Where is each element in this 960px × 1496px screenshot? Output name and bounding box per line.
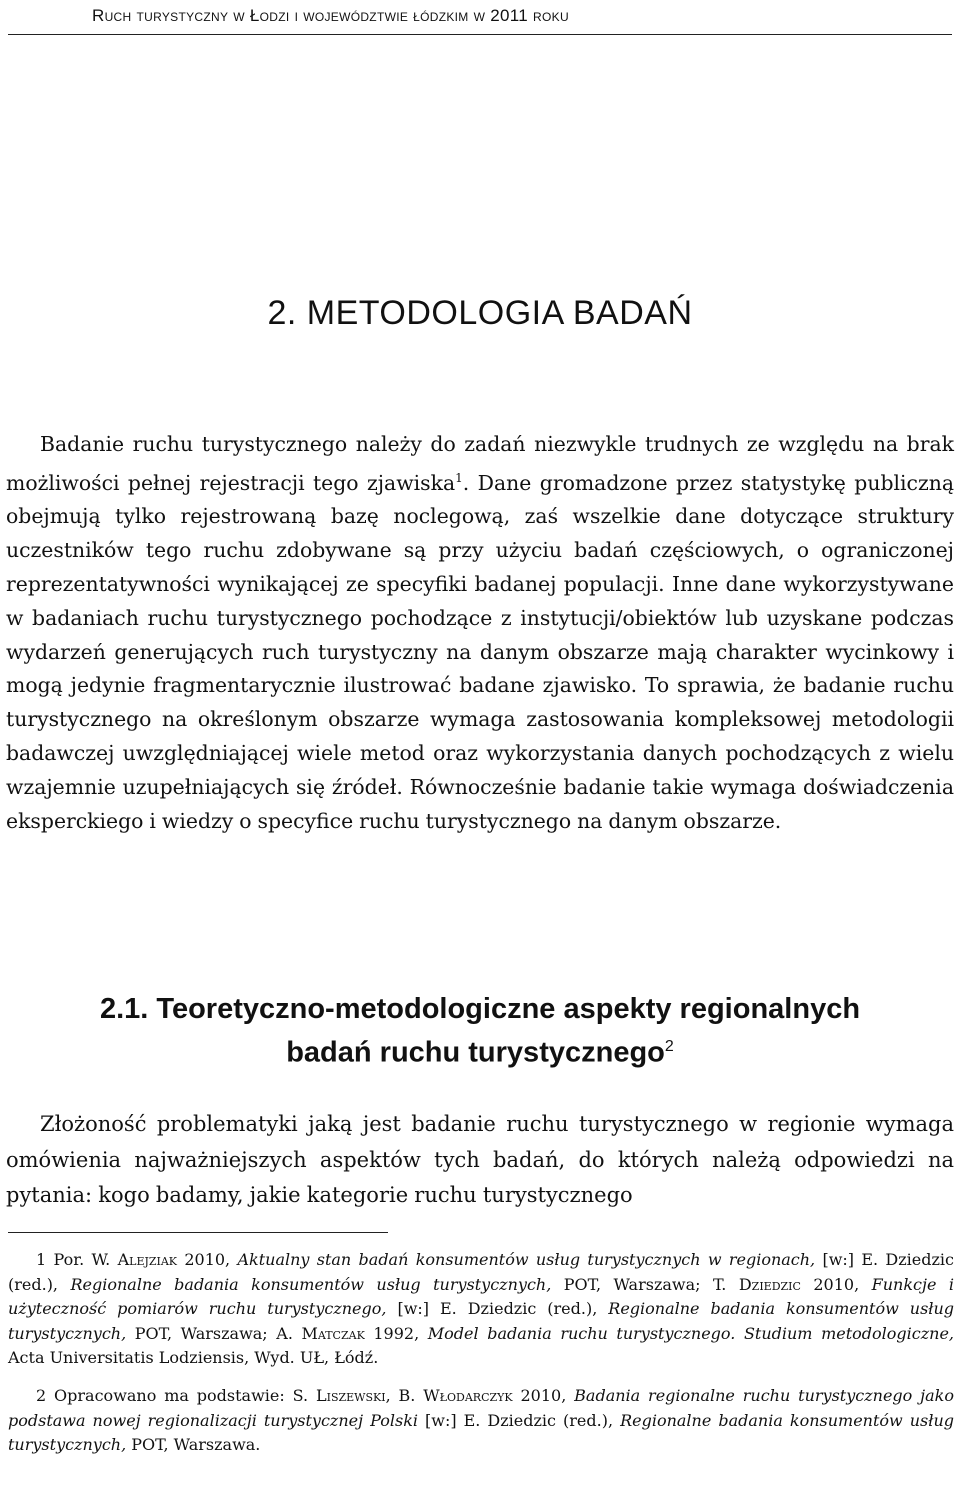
- footnote-work-title: Regionalne badania konsumentów usług turystycznych,: [70, 1274, 552, 1294]
- footnote-work-title: Regionalne badania konsumentów usług turystycznych,: [8, 1410, 954, 1454]
- footnote-text: [w:] E. Dziedzic (red.),: [386, 1299, 609, 1318]
- subsection-title-line-2-wrap: [0, 1028, 960, 1072]
- footnote-text: POT, Warszawa.: [126, 1435, 261, 1454]
- footnote-ref-2[interactable]: 2: [664, 1038, 674, 1055]
- paragraph-1-part-b: . Dane gromadzone przez statystykę publiczną obejmują tylko rejestrowaną bazę noclegową, zaś wszelkie dane dotyczące struktury uczestników tego ruchu zdobywane są przy użyciu badań częściowych, o ograniczonej reprezentatywności wynikającej ze specyfiki badanej populacji. Inne dane wykorzystywane w badaniach ruchu turystycznego pochodzące z instytucji/obiektów lub uzyskane podczas wydarzeń generujących ruch turystyczny na danym obszarze mają charakter wycinkowy i mogą jedynie fragmentarycznie ilustrować badane zjawisko. To sprawia, że badanie ruchu turystycznego na określonym obszarze wymaga zastosowania kompleksowej metodologii badawczej uwzględniającej wiele metod oraz wykorzystania danych pochodzących z wielu wzajemnie uzupełniających się źródeł. Równocześnie badanie takie wymaga doświadczenia eksperckiego i wiedzy o specyfice ruchu turystycznego na danym obszarze.: [6, 470, 954, 833]
- footnote-text: [w:] E. Dziedzic (red.),: [8, 1250, 955, 1294]
- footnote-text: POT, Warszawa; T.: [551, 1274, 739, 1294]
- subsection-title-line-2: badań ruchu turystycznego: [286, 1036, 665, 1069]
- footnote-text: 1992,: [364, 1323, 428, 1343]
- footnote-text: Opracowano ma podstawie: S.: [46, 1386, 316, 1405]
- footnote-work-title: Regionalne badania konsumentów usług turystycznych,: [8, 1299, 955, 1343]
- footnote-text: POT, Warszawa; A.: [126, 1323, 302, 1343]
- footnote-text: , B.: [385, 1386, 424, 1405]
- footnote-work-title: Model badania ruchu turystycznego. Studium metodologiczne,: [427, 1323, 955, 1343]
- footnote-rule: [8, 1232, 388, 1233]
- footnote-work-title: Aktualny stan badań konsumentów usług turystycznych w regionach,: [237, 1250, 816, 1269]
- footnote-ref-1[interactable]: 1: [455, 470, 463, 485]
- footnote-2-number: 2: [36, 1386, 47, 1405]
- footnote-author: Matczak: [301, 1323, 365, 1343]
- footnote-text: 2010,: [512, 1386, 575, 1405]
- subsection-title-line-1: 2.1. Teoretyczno-metodologiczne aspekty regionalnych: [99, 993, 861, 1025]
- footnote-text: 2010,: [177, 1250, 238, 1269]
- running-header: [92, 6, 892, 26]
- header-rule: [8, 34, 952, 35]
- footnote-text: [w:] E. Dziedzic (red.),: [418, 1410, 621, 1430]
- footnote-author: Liszewski: [315, 1386, 386, 1405]
- footnote-author: Dziedzic: [738, 1274, 801, 1294]
- paragraph-2: Złożoność problematyki jaką jest badanie ruchu turystycznego w regionie wymaga omówienia najważniejszych aspektów tych badań, do których należą odpowiedzi na pytania: kogo badamy, jakie kategorie ruchu turystycznego: [6, 1112, 954, 1207]
- footnote-author: Włodarczyk: [423, 1386, 513, 1405]
- footnote-1-number: 1: [36, 1250, 47, 1269]
- footnote-author: Alejziak: [117, 1250, 178, 1269]
- subsection-title: [0, 990, 960, 1072]
- footnote-text: 2010,: [800, 1274, 872, 1294]
- footnote-2: [8, 1384, 954, 1458]
- footnote-text: Acta Universitatis Lodziensis, Wyd. UŁ, Łódź.: [8, 1348, 379, 1367]
- running-title: Ruch turystyczny w Łodzi i województwie łódzkim w 2011 roku: [92, 6, 569, 25]
- paragraph-1-part-a: Badanie ruchu turystycznego należy do zadań niezwykle trudnych ze względu na brak możliwości pełnej rejestracji tego zjawiska: [6, 432, 954, 495]
- section-title: 2. METODOLOGIA BADAŃ: [267, 294, 693, 332]
- footnote-text: Por. W.: [46, 1250, 118, 1269]
- footnote-1: [8, 1248, 954, 1371]
- paragraph-1: [6, 428, 954, 838]
- footnote-work-title: Badania regionalne ruchu turystycznego jako podstawa nowej regionalizacji turystycznej Polski: [8, 1386, 954, 1430]
- footnote-work-title: Funkcje i użyteczność pomiarów ruchu turystycznego,: [8, 1274, 954, 1318]
